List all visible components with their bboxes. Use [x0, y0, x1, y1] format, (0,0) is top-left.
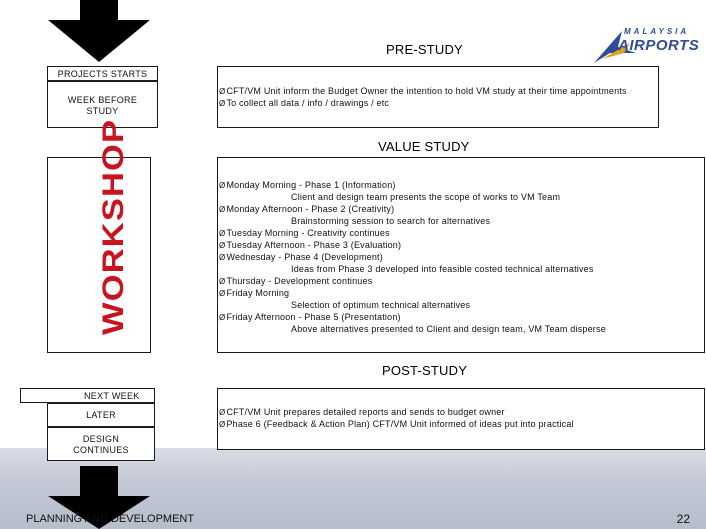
value-study-title: VALUE STUDY — [378, 139, 470, 154]
post-study-item: ØPhase 6 (Feedback & Action Plan) CFT/VM Unit informed of ideas put into practical — [219, 419, 574, 429]
value-study-item: ØWednesday - Phase 4 (Development) — [219, 252, 383, 262]
footer-label: PLANNING AND DEVELOPMENT — [26, 513, 195, 525]
value-study-subitem: Brainstorming session to search for alternatives — [291, 216, 491, 226]
design-line1: DESIGN — [82, 434, 120, 444]
week-before-line1: WEEK BEFORE — [67, 95, 138, 105]
down-arrow-icon — [48, 0, 150, 62]
projects-starts-box — [47, 66, 158, 81]
value-study-item: ØTuesday Morning - Creativity continues — [219, 228, 390, 238]
value-study-item: ØThursday - Development continues — [219, 276, 373, 286]
week-before-line2: STUDY — [86, 106, 119, 116]
pre-study-item: ØCFT/VM Unit inform the Budget Owner the intention to hold VM study at their time appointments — [219, 86, 627, 96]
logo-line1: MALAYSIA — [624, 27, 690, 36]
value-study-item: ØFriday Afternoon - Phase 5 (Presentation) — [219, 312, 401, 322]
post-study-title: POST-STUDY — [382, 363, 468, 378]
logo-line2: AIRPORTS — [618, 37, 700, 54]
value-study-subitem: Ideas from Phase 3 developed into feasible costed technical alternatives — [291, 264, 594, 274]
value-study-subitem: Client and design team presents the scope of works to VM Team — [291, 192, 561, 202]
pre-study-title: PRE-STUDY — [386, 42, 463, 57]
projects-starts-label: PROJECTS STARTS — [57, 69, 148, 79]
value-study-subitem: Selection of optimum technical alternatives — [291, 300, 471, 310]
later-label: LATER — [86, 410, 116, 420]
design-line2: CONTINUES — [73, 445, 129, 455]
value-study-item: ØMonday Morning - Phase 1 (Information) — [219, 180, 396, 190]
value-study-item: ØMonday Afternoon - Phase 2 (Creativity) — [219, 204, 395, 214]
next-week-label: NEXT WEEK — [84, 391, 140, 401]
pre-study-item: ØTo collect all data / info / drawings / etc — [219, 98, 390, 108]
design-continues-box — [47, 427, 155, 461]
workshop-label: WORKSHOP — [97, 118, 130, 335]
next-week-box — [20, 388, 155, 403]
post-study-item: ØCFT/VM Unit prepares detailed reports and sends to budget owner — [219, 407, 505, 417]
value-study-item: ØFriday Morning — [219, 288, 290, 298]
malaysia-airports-logo — [592, 23, 702, 67]
page-number: 22 — [676, 512, 690, 526]
value-study-subitem: Above alternatives presented to Client and design team, VM Team disperse — [291, 324, 606, 334]
value-study-item: ØTuesday Afternoon - Phase 3 (Evaluation) — [219, 240, 402, 250]
later-box — [47, 403, 155, 427]
